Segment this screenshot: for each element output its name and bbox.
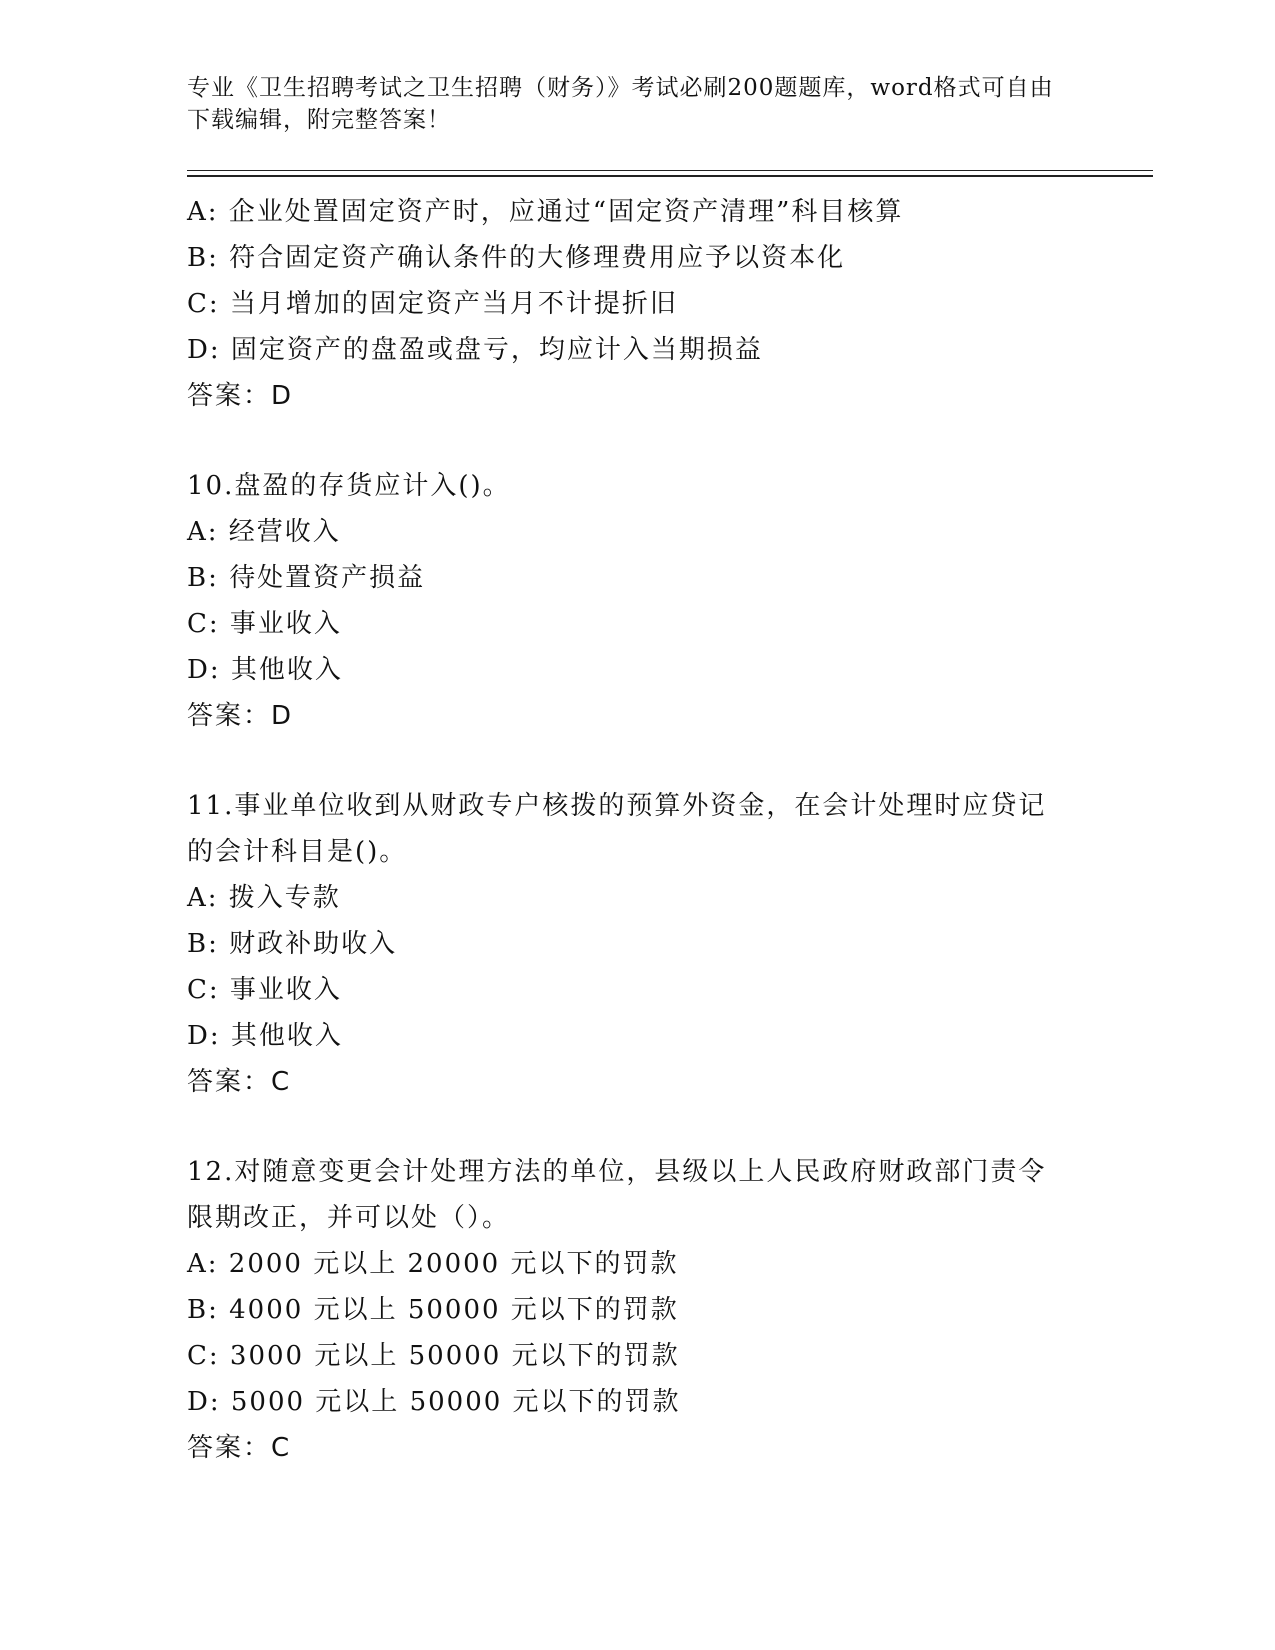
spacer	[187, 1105, 1087, 1149]
option-b: B: 待处置资产损益	[187, 563, 426, 593]
document-header: 专业《卫生招聘考试之卫生招聘（财务）》考试必刷200题题库，word格式可自由下载编辑，附完整答案！	[187, 75, 1054, 133]
question-stem: 11.事业单位收到从财政专户核拨的预算外资金，在会计处理时应贷记的会计科目是()。	[187, 791, 1047, 867]
question-12	[187, 1149, 1087, 1471]
question-10	[187, 463, 1087, 739]
answer: 答案：D	[187, 701, 294, 731]
answer: 答案：C	[187, 1067, 292, 1097]
option-a: A: 企业处置固定资产时，应通过“固定资产清理”科目核算	[187, 197, 904, 227]
question-9-continued	[187, 189, 1087, 419]
answer: 答案：C	[187, 1433, 292, 1463]
option-c: C: 3000 元以上 50000 元以下的罚款	[187, 1341, 680, 1371]
option-a: A: 经营收入	[187, 517, 341, 547]
option-d: D: 其他收入	[187, 1021, 343, 1051]
option-d: D: 固定资产的盘盈或盘亏，均应计入当期损益	[187, 335, 763, 365]
spacer	[187, 419, 1087, 463]
option-c: C: 当月增加的固定资产当月不计提折旧	[187, 289, 678, 319]
option-c: C: 事业收入	[187, 975, 342, 1005]
option-a: A: 2000 元以上 20000 元以下的罚款	[187, 1249, 679, 1279]
spacer	[187, 739, 1087, 783]
option-d: D: 其他收入	[187, 655, 343, 685]
header-rule-thick	[187, 175, 1153, 177]
option-b: B: 符合固定资产确认条件的大修理费用应予以资本化	[187, 243, 846, 273]
question-stem: 12.对随意变更会计处理方法的单位，县级以上人民政府财政部门责令限期改正，并可以处（）。	[187, 1157, 1047, 1233]
option-b: B: 4000 元以上 50000 元以下的罚款	[187, 1295, 679, 1325]
answer: 答案：D	[187, 381, 294, 411]
option-d: D: 5000 元以上 50000 元以下的罚款	[187, 1387, 681, 1417]
option-c: C: 事业收入	[187, 609, 342, 639]
option-b: B: 财政补助收入	[187, 929, 398, 959]
header-rule-thin	[187, 170, 1153, 171]
question-11	[187, 783, 1087, 1105]
question-list	[187, 189, 1087, 1471]
option-a: A: 拨入专款	[187, 883, 341, 913]
question-stem: 10.盘盈的存货应计入()。	[187, 471, 511, 501]
